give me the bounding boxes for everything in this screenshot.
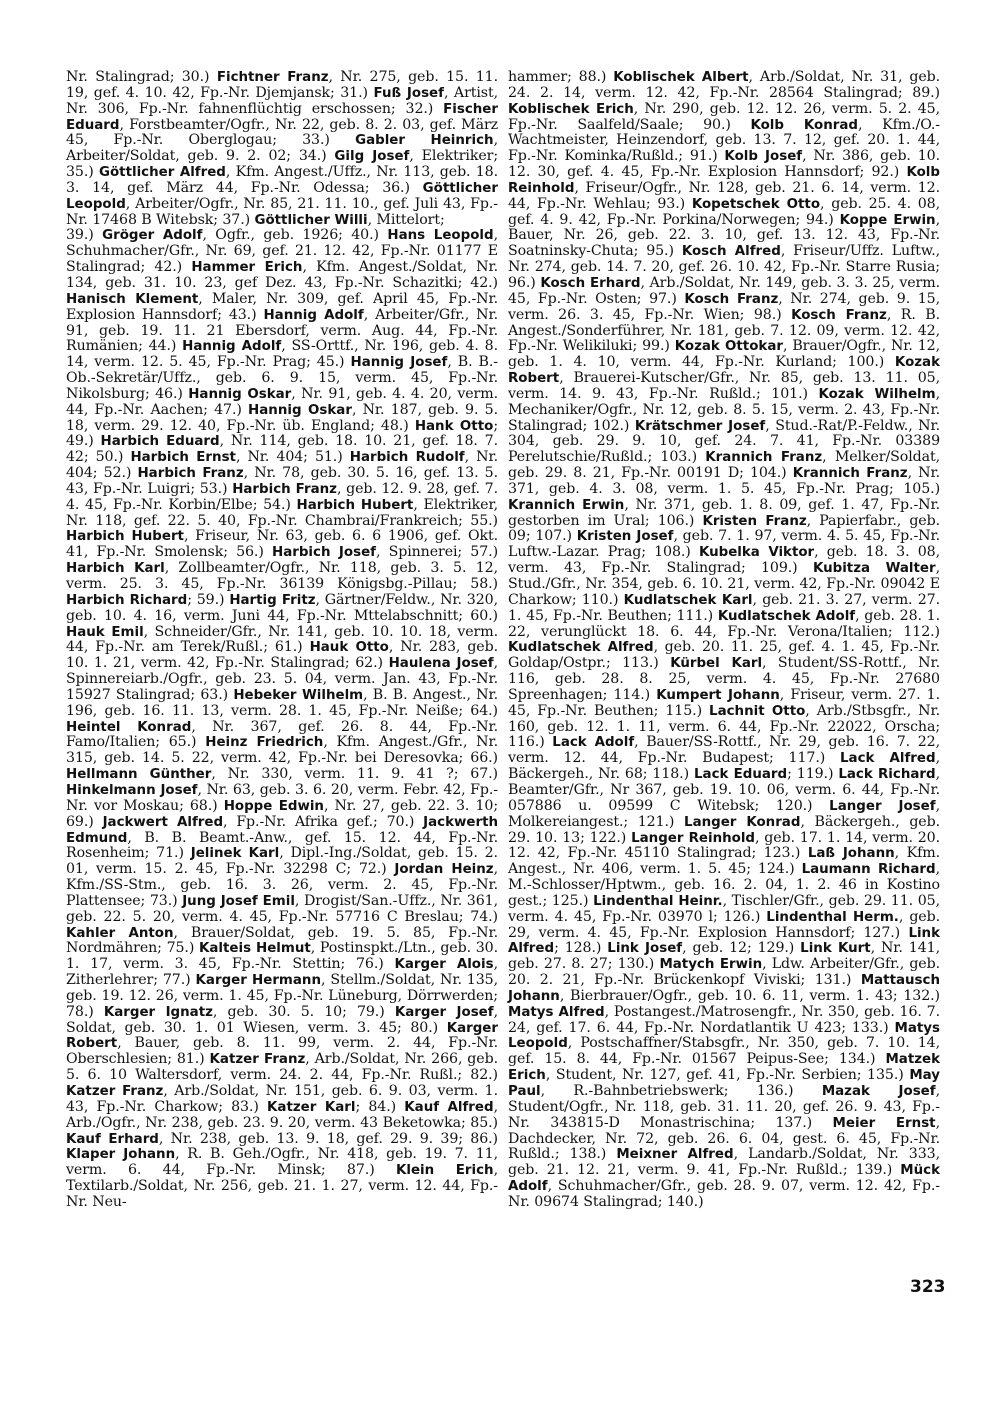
person-name: Kahler Anton	[66, 925, 174, 941]
person-name: Karger Ignatz	[103, 1004, 213, 1020]
entry-text: , Nr. 330, verm. 11. 9. 41 ?; 67.)	[211, 766, 498, 783]
entry-text: , geb. 7. 1. 97, verm. 4. 5. 45, Fp.-Nr. Luftw.-Lazar. Prag; 108.)	[508, 528, 941, 561]
entry-text: ; 128.)	[554, 940, 608, 957]
entry-text: , Bäckergeh., Nr. 68; 118.)	[508, 750, 940, 783]
entry-text: , Brauerei-Kutscher/Gfr., Nr. 85, geb. 13. 11. 05, verm. 14. 9. 43, Fp.-Nr. Rußld.; 101.)	[508, 370, 940, 402]
person-name: Karger Hermann	[195, 973, 321, 989]
person-name: Lack Alfred	[840, 751, 936, 767]
person-name: Katzer Franz	[66, 1084, 164, 1099]
text-column-left	[66, 70, 498, 1211]
entry-text: , Student/Ogfr., Nr. 118, geb. 31. 11. 20, gef. 26. 9. 43, Fp.-Nr. 343815-D Monastrischina; 137.)	[508, 1083, 940, 1131]
person-name: Harbich Hubert	[66, 529, 184, 545]
entry-text: , Kfm. Angest./Uffz., Nr. 113, geb. 18. 3. 14, gef. März 44, Fp.-Nr. Odessa; 36.)	[66, 164, 499, 196]
person-name: Meier Ernst	[832, 1115, 936, 1131]
person-name: Lack Adolf	[552, 735, 635, 751]
entry-text: , Ogfr., geb. 1926; 40.)	[202, 227, 388, 244]
person-name: Mazak Josef	[821, 1084, 936, 1099]
entry-text: hammer; 88.)	[508, 69, 614, 85]
person-name: Langer Reinhold	[631, 830, 756, 846]
person-name: Kudlatschek Adolf	[717, 608, 856, 624]
person-name: Jackwerth Edmund	[66, 814, 499, 846]
person-name: Lindenthal Heinr.	[593, 893, 723, 909]
entry-text: ; 59.)	[187, 591, 230, 608]
person-name: Jelinek Karl	[190, 846, 280, 862]
entry-text: , R. B. Geh./Ogfr., Nr. 418, geb. 19. 7. 11, verm. 6. 44, Fp.-Nr. Minsk; 87.)	[66, 1146, 499, 1179]
person-name: Kosch Alfred	[681, 244, 781, 260]
person-name: Lindenthal Herm.	[766, 909, 899, 925]
entry-text: , Stud./Gfr., Nr. 354, geb. 6. 10. 21, verm. 42, Fp.-Nr. 09042 E Charkow; 110.)	[508, 560, 941, 608]
entry-text: , Friseur, Nr. 63, geb. 6. 6 1906, gef. Okt. 41, Fp.-Nr. Smolensk; 56.)	[66, 528, 498, 561]
entry-text: , Friseur, verm. 27. 1. 45, Fp.-Nr. Beuthen; 115.)	[508, 686, 940, 719]
person-name: Kosch Erhard	[540, 275, 641, 291]
person-name: Mück Adolf	[508, 1163, 940, 1195]
entry-text: , Ldw. Arbeiter/Gfr., geb. 20. 2. 21, Fp.-Nr. Brückenkopf Viviski; 131.)	[508, 956, 940, 989]
entry-text: , Arbeiter/Ogfr., Nr. 85, 21. 11. 10., gef. Juli 43, Fp.-Nr. 17468 B Witebsk; 37.)	[66, 195, 498, 228]
entry-text: , Nr. 63, geb. 3. 6. 20, verm. Febr. 42, Fp.-Nr. vor Moskau; 68.)	[66, 781, 498, 814]
person-name: Karger Robert	[66, 1020, 498, 1052]
person-name: Lack Eduard	[694, 767, 788, 783]
text-column-right	[508, 70, 940, 1211]
entry-text: , Kfm./O.-Wachtmeister, Heinzendorf, geb. 13. 7. 12, gef. 20. 1. 44, Fp.-Nr. Kominka/Rußld.; 91.)	[508, 116, 940, 165]
entry-text: , Nr. 27, geb. 22. 3. 10; 69.)	[66, 797, 498, 830]
person-name: Hans Leopold	[387, 228, 494, 244]
person-name: Hannig Adolf	[263, 307, 364, 323]
entry-text: , Arb./Soldat, Nr. 31, geb. 24. 2. 14, verm. 12. 42, Fp.-Nr. 28564 Stalingrad; 89.)	[508, 69, 941, 101]
entry-text: , Arb./Stbsgfr., Nr. 160, geb. 12. 1. 11, verm. 6. 44, Fp.-Nr. 22022, Orscha; 116.)	[508, 702, 940, 751]
entry-text: , Dipl.-Ing./Soldat, geb. 15. 2. 01, verm. 15. 2. 45, Fp.-Nr. 32298 C; 72.)	[66, 845, 498, 878]
person-name: Hanisch Klement	[66, 291, 199, 307]
entry-text: , Nr. 274, geb. 9. 15, verm. 26. 3. 45, Fp.-Nr. Wien; 98.)	[508, 290, 941, 323]
person-name: Matych Erwin	[659, 957, 763, 973]
person-name: Matzek Erich	[508, 1052, 940, 1084]
entry-text: , Student, Nr. 127, gef. 41, Fp.-Nr. Serbien; 135.)	[545, 1067, 910, 1084]
entry-text: , Kfm. Angest./Gfr., Nr. 315, geb. 14. 5. 22, verm. 42, Fp.-Nr. bei Deresovka; 66.)	[66, 734, 499, 767]
person-name: Kumpert Johann	[656, 687, 780, 703]
entry-text: , Spinnereiarb./Ogfr., geb. 23. 5. 04, verm. Jan. 43, Fp.-Nr. 15927 Stalingrad; 63.)	[66, 655, 499, 703]
entry-text: , Arb./Soldat, Nr. 149, geb. 3. 3. 25, verm. 45, Fp.-Nr. Osten; 97.)	[508, 274, 940, 307]
entry-text: , Brauer/Soldat, geb. 19. 5. 85, Fp.-Nr. Nordmähren; 75.)	[66, 924, 498, 957]
entry-text: , Kfm. Angest./Soldat, Nr. 134, geb. 31. 10. 23, gef Dez. 43, Fp.-Nr. Schazitki; 42.)	[66, 259, 498, 291]
entry-text: , Nr. 283, geb. 10. 1. 21, verm. 42, Fp.-Nr. Stalingrad; 62.)	[66, 639, 498, 672]
person-name: Meixner Alfred	[616, 1147, 734, 1163]
person-name: Harbich Josef	[271, 545, 376, 561]
person-name: Laß Johann	[807, 846, 895, 862]
person-name: Mattausch Johann	[508, 973, 940, 1004]
entry-text: , Arb./Soldat, Nr. 151, geb. 6. 9. 03, verm. 1. 43, Fp.-Nr. Charkow; 83.)	[66, 1083, 498, 1115]
entry-text: , Stellm./Soldat, Nr. 135, geb. 19. 12. 26, verm. 1. 45, Fp.-Nr. Lüneburg, Dörrwerden; 78.)	[66, 972, 498, 1020]
entry-text: , geb. 21. 3. 27, verm. 27. 1. 45, Fp.-Nr. Beuthen; 111.)	[508, 591, 940, 624]
person-name: Hoppe Edwin	[223, 798, 324, 814]
person-name: Fichtner Franz	[216, 70, 329, 85]
entry-text: , Bauer/SS-Rottf., Nr. 29, geb. 16. 7. 22, verm. 12. 44, Fp.-Nr. Budapest; 117.)	[508, 734, 940, 767]
person-name: Fischer Eduard	[66, 101, 498, 133]
person-name: Klein Erich	[395, 1163, 494, 1179]
entry-text: , Nr. 275, geb. 15. 11. 19, gef. 4. 10. 42, Fp.-Nr. Djemjansk; 31.)	[66, 69, 498, 101]
person-name: Harbich Franz	[232, 481, 337, 497]
entry-text: , B. B.-Ob.-Sekretär/Uffz., geb. 6. 9. 15, verm. 45, Fp.-Nr. Nikolsburg; 46.)	[66, 354, 498, 402]
person-name: Fuß Josef	[373, 85, 444, 101]
entry-text: , Textilarb./Soldat, Nr. 256, geb. 21. 1. 27, verm. 12. 44, Fp.-Nr. Neu-	[66, 1162, 498, 1210]
person-name: Kudlatschek Alfred	[508, 640, 654, 656]
person-name: Haulena Josef	[388, 656, 494, 672]
person-name: Krannich Franz	[705, 450, 823, 466]
person-name: Göttlicher Leopold	[66, 180, 498, 212]
person-name: Göttlicher Alfred	[98, 165, 226, 181]
entry-text: , geb. 18. 3. 08, verm. 43, Fp.-Nr. Stalingrad; 109.)	[508, 544, 940, 577]
person-name: Gröger Adolf	[102, 228, 203, 244]
person-name: Jung Josef Emil	[182, 893, 295, 909]
entry-text: , Postschaffner/Stabsgfr., Nr. 350, geb. 7. 10. 14, gef. 15. 8. 44, Fp.-Nr. 01567 Peipus-See; 134.)	[508, 1035, 940, 1068]
entry-text: , Bauer, geb. 8. 11. 99, verm. 2. 44, Fp.-Nr. Oberschlesien; 81.)	[66, 1035, 498, 1068]
entry-text: , Drogist/San.-Uffz., Nr. 361, geb. 22. 5. 20, verm. 4. 45, Fp.-Nr. 57716 C Breslau; 74.)	[66, 892, 498, 925]
person-name: Harbich Ernst	[130, 450, 236, 466]
person-name: Hannig Adolf	[182, 339, 282, 355]
entry-text: , Nr. 238, geb. 13. 9. 18, gef. 29. 9. 39; 86.)	[158, 1130, 498, 1147]
person-name: Kauf Alfred	[404, 1099, 494, 1115]
entry-text: , Zollbeamter/Ogfr., Nr. 118, geb. 3. 5. 12, verm. 25. 3. 45, Fp.-Nr. 36139 Königsbg.-Pillau; 58.)	[66, 560, 498, 592]
entry-text: , Fp.-Nr. Afrika gef.; 70.)	[223, 813, 424, 830]
person-name: Karger Josef	[394, 1004, 494, 1020]
person-name: Harbich Karl	[66, 561, 165, 577]
person-name: Kubelka Viktor	[698, 545, 815, 561]
entry-text: , Nr. 141, geb. 27. 8. 27; 130.)	[508, 940, 940, 973]
person-name: Koppe Erwin	[839, 212, 936, 228]
person-name: Kosch Franz	[684, 291, 779, 307]
person-name: Gabler Heinrich	[355, 133, 494, 149]
person-name: Hank Otto	[414, 418, 494, 434]
person-name: Karger Alois	[394, 957, 494, 973]
entry-text: , R. B. Angest./Sonderführer, Nr. 181, geb. 7. 12. 09, verm. 12. 42, Fp.-Nr. Welikiluki; 99.)	[508, 306, 940, 355]
entry-text: , Elektriker, Nr. 118, gef. 22. 5. 40, Fp.-Nr. Chambrai/Frankreich; 55.)	[66, 496, 498, 529]
entry-text: , Friseur/Ogfr., Nr. 128, geb. 21. 6. 14, verm. 12. 44, Fp.-Nr. Wehlau; 93.)	[508, 179, 940, 212]
person-name: Hauk Otto	[309, 640, 389, 656]
entry-text: , Bierbrauer/Ogfr., geb. 10. 6. 11, verm. 1. 43; 132.)	[559, 987, 940, 1004]
person-name: Heintel Konrad	[66, 719, 192, 735]
page-number: 323	[910, 1277, 946, 1297]
person-name: Kristen Josef	[576, 529, 674, 545]
person-name: Kopetschek Otto	[691, 196, 821, 212]
entry-text: , Artist, Nr. 306, Fp.-Nr. fahnenflüchtig erschossen; 32.)	[66, 84, 498, 117]
person-name: Harbich Rudolf	[349, 450, 465, 466]
person-name: Harbich Hubert	[296, 497, 414, 513]
entry-text: , Nr. 371, geb. 4. 3. 08, verm. 1. 5. 45, Fp.-Nr. Prag; 105.)	[508, 465, 940, 497]
entry-text: , Brauer/Ogfr., Nr. 12, geb. 1. 4. 10, verm. 44, Fp.-Nr. Kurland; 100.)	[508, 338, 941, 371]
entry-text: , Nr. 386, geb. 10. 12. 30, gef. 4. 45, Fp.-Nr. Explosion Hannsdorf; 92.)	[508, 148, 940, 181]
entry-text: , Bäckergeh., geb. 29. 10. 13; 122.)	[508, 813, 940, 846]
entry-text: , Kfm. Angest., Nr. 406, verm. 1. 5. 45; 124.)	[508, 845, 941, 878]
person-name: Jordan Heinz	[394, 862, 494, 878]
entry-text: , Kfm./SS-Stm., geb. 16. 3. 26, verm. 2. 45, Fp.-Nr. Plattensee; 73.)	[66, 861, 498, 909]
entry-text: , R.-Bahnbetriebswerk; 136.)	[540, 1083, 822, 1099]
entry-text: , Mechaniker/Ogfr., Nr. 12, geb. 8. 5. 15, verm. 2. 43, Fp.-Nr. Stalingrad; 102.)	[508, 385, 940, 434]
entry-text: , geb. 25. 4. 08, gef. 4. 9. 42, Fp.-Nr. Porkina/Norwegen; 94.)	[508, 195, 940, 228]
entry-text: 39.)	[66, 227, 103, 244]
entry-text: , Dachdecker, Nr. 72, geb. 26. 6. 04, gest. 6. 45, Fp.-Nr. Rußld.; 138.)	[508, 1114, 940, 1163]
person-name: Link Kurt	[800, 941, 871, 957]
person-name: Göttlicher Willi	[254, 212, 368, 228]
entry-text: , Arbeiter/Gfr., Nr. 91, geb. 19. 11. 21 Ebersdorf, verm. Aug. 44, Fp.-Nr. Rumänien; 44.)	[66, 306, 498, 355]
person-name: Kosch Franz	[791, 307, 887, 323]
person-name: Hebeker Wilhelm	[233, 687, 364, 703]
entry-text: , Friseur/Uffz. Luftw., Nr. 274, geb. 14. 7. 20, gef. 26. 10. 42, Fp.-Nr. Starre Rusia; 96.)	[508, 243, 941, 291]
person-name: Hannig Oskar	[248, 402, 352, 418]
entry-text: , geb. 12; 129.)	[682, 940, 801, 957]
entry-text: , geb. 29, verm. 4. 45, Fp.-Nr. Explosion Hannsdorf; 127.)	[508, 908, 940, 941]
entry-text: , geb. 20. 11. 25, gef. 4. 1. 45, Fp.-Nr. Goldap/Ostpr.; 113.)	[508, 639, 940, 672]
person-name: Harbich Eduard	[100, 434, 220, 450]
entry-text: , Zitherlehrer; 77.)	[66, 956, 498, 989]
entry-text: , geb. 12. 9. 28, gef. 7. 4. 45, Fp.-Nr. Korbin/Elbe; 54.)	[66, 480, 498, 513]
entry-text: , Elektriker; 35.)	[66, 148, 498, 181]
person-name: Hammer Erich	[191, 260, 303, 276]
person-name: Katzer Franz	[209, 1052, 306, 1068]
entry-text: ; 84.)	[355, 1098, 405, 1115]
person-name: Kristen Franz	[702, 513, 807, 529]
entry-text: , geb. 17. 1. 14, verm. 20. 12. 42, Fp.-Nr. 45110 Stalingrad; 123.)	[508, 829, 940, 862]
entry-text: , Arb./Ogfr., Nr. 238, geb. 23. 9. 20, verm. 43 Beketowka; 85.)	[66, 1098, 499, 1131]
person-name: Gilg Josef	[334, 149, 410, 165]
person-name: Matys Leopold	[508, 1020, 940, 1052]
entry-text: , Nr. 78, geb. 30. 5. 16, gef. 13. 5. 43, Fp.-Nr. Luigri; 53.)	[66, 465, 498, 497]
entry-text: , B. B. Beamt.-Anw., gef. 15. 12. 44, Fp.-Nr. Rosenheim; 71.)	[66, 829, 498, 862]
person-name: Krannich Franz	[792, 466, 908, 482]
person-name: Koblischek Albert	[613, 70, 749, 85]
entry-text: , Molkereiangest.; 121.)	[508, 797, 940, 830]
person-name: Kolb Konrad	[750, 117, 859, 133]
entry-text: , Nr. 371, geb. 1. 8. 09, gef. 1. 47, Fp.-Nr. gestorben im Ural; 106.)	[508, 496, 940, 529]
person-name: Hinkelmann Josef	[66, 782, 198, 798]
person-name: Link Alfred	[508, 925, 940, 957]
person-name: Kolb Reinhold	[508, 165, 940, 196]
entry-text: , Bauer, Nr. 26, geb. 22. 3. 10, gef. 13. 12. 43, Fp.-Nr. Soatninsky-Chuta; 95.)	[508, 211, 941, 260]
person-name: Langer Josef	[829, 798, 936, 814]
person-name: Jackwert Alfred	[102, 814, 224, 830]
entry-text: Nr. Stalingrad; 30.)	[66, 69, 217, 85]
person-name: Laumann Richard	[801, 862, 936, 878]
person-name: Kalteis Helmut	[199, 941, 311, 957]
entry-text: , Stud.-Rat/P.-Feldw., Nr. 304, geb. 29. 9. 10, gef. 24. 7. 41, Fp.-Nr. 03389 Perelutschie/Rußld.; 103.)	[508, 417, 941, 466]
person-name: Hellmann Günther	[66, 767, 212, 783]
person-name: Krätschmer Josef	[634, 418, 766, 434]
person-name: Matys Alfred	[508, 1004, 605, 1020]
paragraph	[508, 70, 940, 1211]
person-name: May Paul	[508, 1068, 940, 1099]
entry-text: , Forstbeamter/Ogfr., Nr. 22, geb. 8. 2. 03, gef. März 45, Fp.-Nr. Oberglogau; 33.)	[66, 116, 498, 149]
entry-text: , Gärtner/Feldw., Nr. 320, geb. 10. 4. 16, verm. Juni 44, Fp.-Nr. Mttelabschnitt; 60.)	[66, 591, 498, 624]
person-name: Langer Konrad	[684, 814, 801, 830]
entry-text: ; 119.)	[787, 766, 839, 783]
entry-text: , B. B. Angest., Nr. 196, geb. 16. 11. 13, verm. 28. 1. 45, Fp.-Nr. Neiße; 64.)	[66, 686, 498, 719]
entry-text: , Arb./Soldat, Nr. 266, geb. 5. 6. 10 Waltersdorf, verm. 24. 2. 44, Fp.-Nr. Rußl.; 82.)	[66, 1051, 498, 1084]
person-name: Krannich Erwin	[508, 497, 625, 513]
person-name: Katzer Karl	[267, 1099, 356, 1115]
entry-text: , Student/SS-Rottf., Nr. 116, geb. 28. 8. 25, verm. 4. 45, Fp.-Nr. 27680 Spreenhagen; 114.)	[508, 655, 940, 703]
entry-text: , Tischler/Gfr., geb. 29. 11. 05, verm. 4. 45, Fp.-Nr. 03970 l; 126.)	[508, 892, 940, 925]
entry-text: , Maler, Nr. 309, gef. April 45, Fp.-Nr. Explosion Hannsdorf; 43.)	[66, 290, 498, 323]
person-name: Kubitza Walter	[812, 561, 936, 577]
entry-text: , Postangest./Matrosengfr., Nr. 350, geb. 16. 7. 24, gef. 17. 6. 44, Fp.-Nr. Nordatlantik U 423; 133.)	[508, 1003, 940, 1036]
entry-text: , Melker/Soldat, geb. 29. 8. 21, Fp.-Nr. 00191 D; 104.)	[508, 449, 940, 482]
entry-text: , Nr. 404; 51.)	[235, 449, 350, 466]
entry-text: , Schneider/Gfr., Nr. 141, geb. 10. 10. 18, verm. 44, Fp.-Nr. am Terek/Rußl.; 61.)	[66, 623, 498, 656]
entry-text: ; 49.)	[66, 417, 498, 450]
person-name: Heinz Friedrich	[205, 735, 324, 751]
entry-text: , Landarb./Soldat, Nr. 333, geb. 21. 12. 21, verm. 9. 41, Fp.-Nr. Rußld.; 139.)	[508, 1146, 940, 1179]
person-name: Kürbel Karl	[670, 656, 763, 672]
person-name: Hartig Fritz	[229, 592, 316, 608]
entry-text: , Nr. 187, geb. 9. 5. 18, verm. 29. 12. 40, Fp.-Nr. üb. England; 48.)	[66, 401, 498, 434]
entry-text: , geb. 28. 1. 22, verunglückt 18. 6. 44, Fp.-Nr. Verona/Italien; 112.)	[508, 607, 940, 640]
person-name: Harbich Richard	[66, 592, 188, 608]
entry-text: , Schuhmacher/Gfr., Nr. 69, gef. 21. 12. 42, Fp.-Nr. 01177 E Stalingrad; 42.)	[66, 227, 498, 276]
entry-text: , Nr. 114, geb. 18. 10. 21, gef. 18. 7. 42; 50.)	[66, 433, 498, 466]
entry-text: , Postinspkt./Ltn., geb. 30. 1. 17, verm. 3. 45, Fp.-Nr. Stettin; 76.)	[66, 940, 498, 973]
person-name: Link Josef	[607, 941, 683, 957]
entry-text: , Schuhmacher/Gfr., geb. 28. 9. 07, verm. 12. 42, Fp.-Nr. 09674 Stalingrad; 140.)	[508, 1178, 940, 1210]
person-name: Lachnit Otto	[709, 703, 806, 719]
paragraph	[66, 228, 498, 1210]
entry-text: , Nr. 290, geb. 12. 12. 26, verm. 5. 2. 45, Fp.-Nr. Saalfeld/Saale; 90.)	[508, 100, 941, 133]
entry-text: , SS-Orttf., Nr. 196, geb. 4. 8. 14, verm. 12. 5. 45, Fp.-Nr. Prag; 45.)	[66, 338, 498, 371]
entry-text: , Nr. 91, geb. 4. 4. 20, verm. 44, Fp.-Nr. Aachen; 47.)	[66, 385, 498, 418]
person-name: Kozak Ottokar	[674, 339, 783, 355]
person-name: Kozak Wilhelm	[818, 386, 936, 402]
person-name: Kozak Robert	[508, 355, 940, 387]
entry-text: , Soldat, geb. 30. 1. 01 Wiesen, verm. 3. 45; 80.)	[66, 1003, 499, 1036]
person-name: Harbich Franz	[137, 466, 244, 482]
entry-text: , Nr. 367, gef. 26. 8. 44, Fp.-Nr. Famo/Italien; 65.)	[66, 718, 499, 751]
person-name: Kolb Josef	[724, 149, 803, 165]
entry-text: , geb. 30. 5. 10; 79.)	[212, 1003, 395, 1020]
paragraph	[66, 70, 498, 228]
person-name: Hauk Emil	[66, 624, 144, 640]
entry-text: , Mittelort;	[367, 211, 445, 228]
person-name: Hannig Oskar	[188, 386, 292, 402]
person-name: Kauf Erhard	[66, 1131, 159, 1147]
entry-text: , Arbeiter/Soldat, geb. 9. 2. 02; 34.)	[66, 132, 498, 165]
person-name: Lack Richard	[838, 767, 936, 783]
person-name: Hannig Josef	[350, 355, 448, 371]
person-name: Klaper Johann	[66, 1147, 176, 1163]
entry-text: , M.-Schlosser/Hptwm., geb. 16. 2. 04, 1. 2. 46 in Kostino gest.; 125.)	[508, 861, 940, 909]
entry-text: , Spinnerei; 57.)	[376, 544, 499, 561]
entry-text: , Papierfabr., geb. 09; 107.)	[508, 512, 940, 545]
entry-text: , Beamter/Gfr., Nr 367, geb. 19. 10. 06, verm. 6. 44, Fp.-Nr. 057886 u. 09599 C Witebsk; 120.)	[508, 766, 941, 814]
person-name: Koblischek Erich	[508, 101, 634, 117]
person-name: Kudlatschek Karl	[623, 592, 753, 608]
entry-text: , Nr. 404; 52.)	[66, 449, 498, 482]
